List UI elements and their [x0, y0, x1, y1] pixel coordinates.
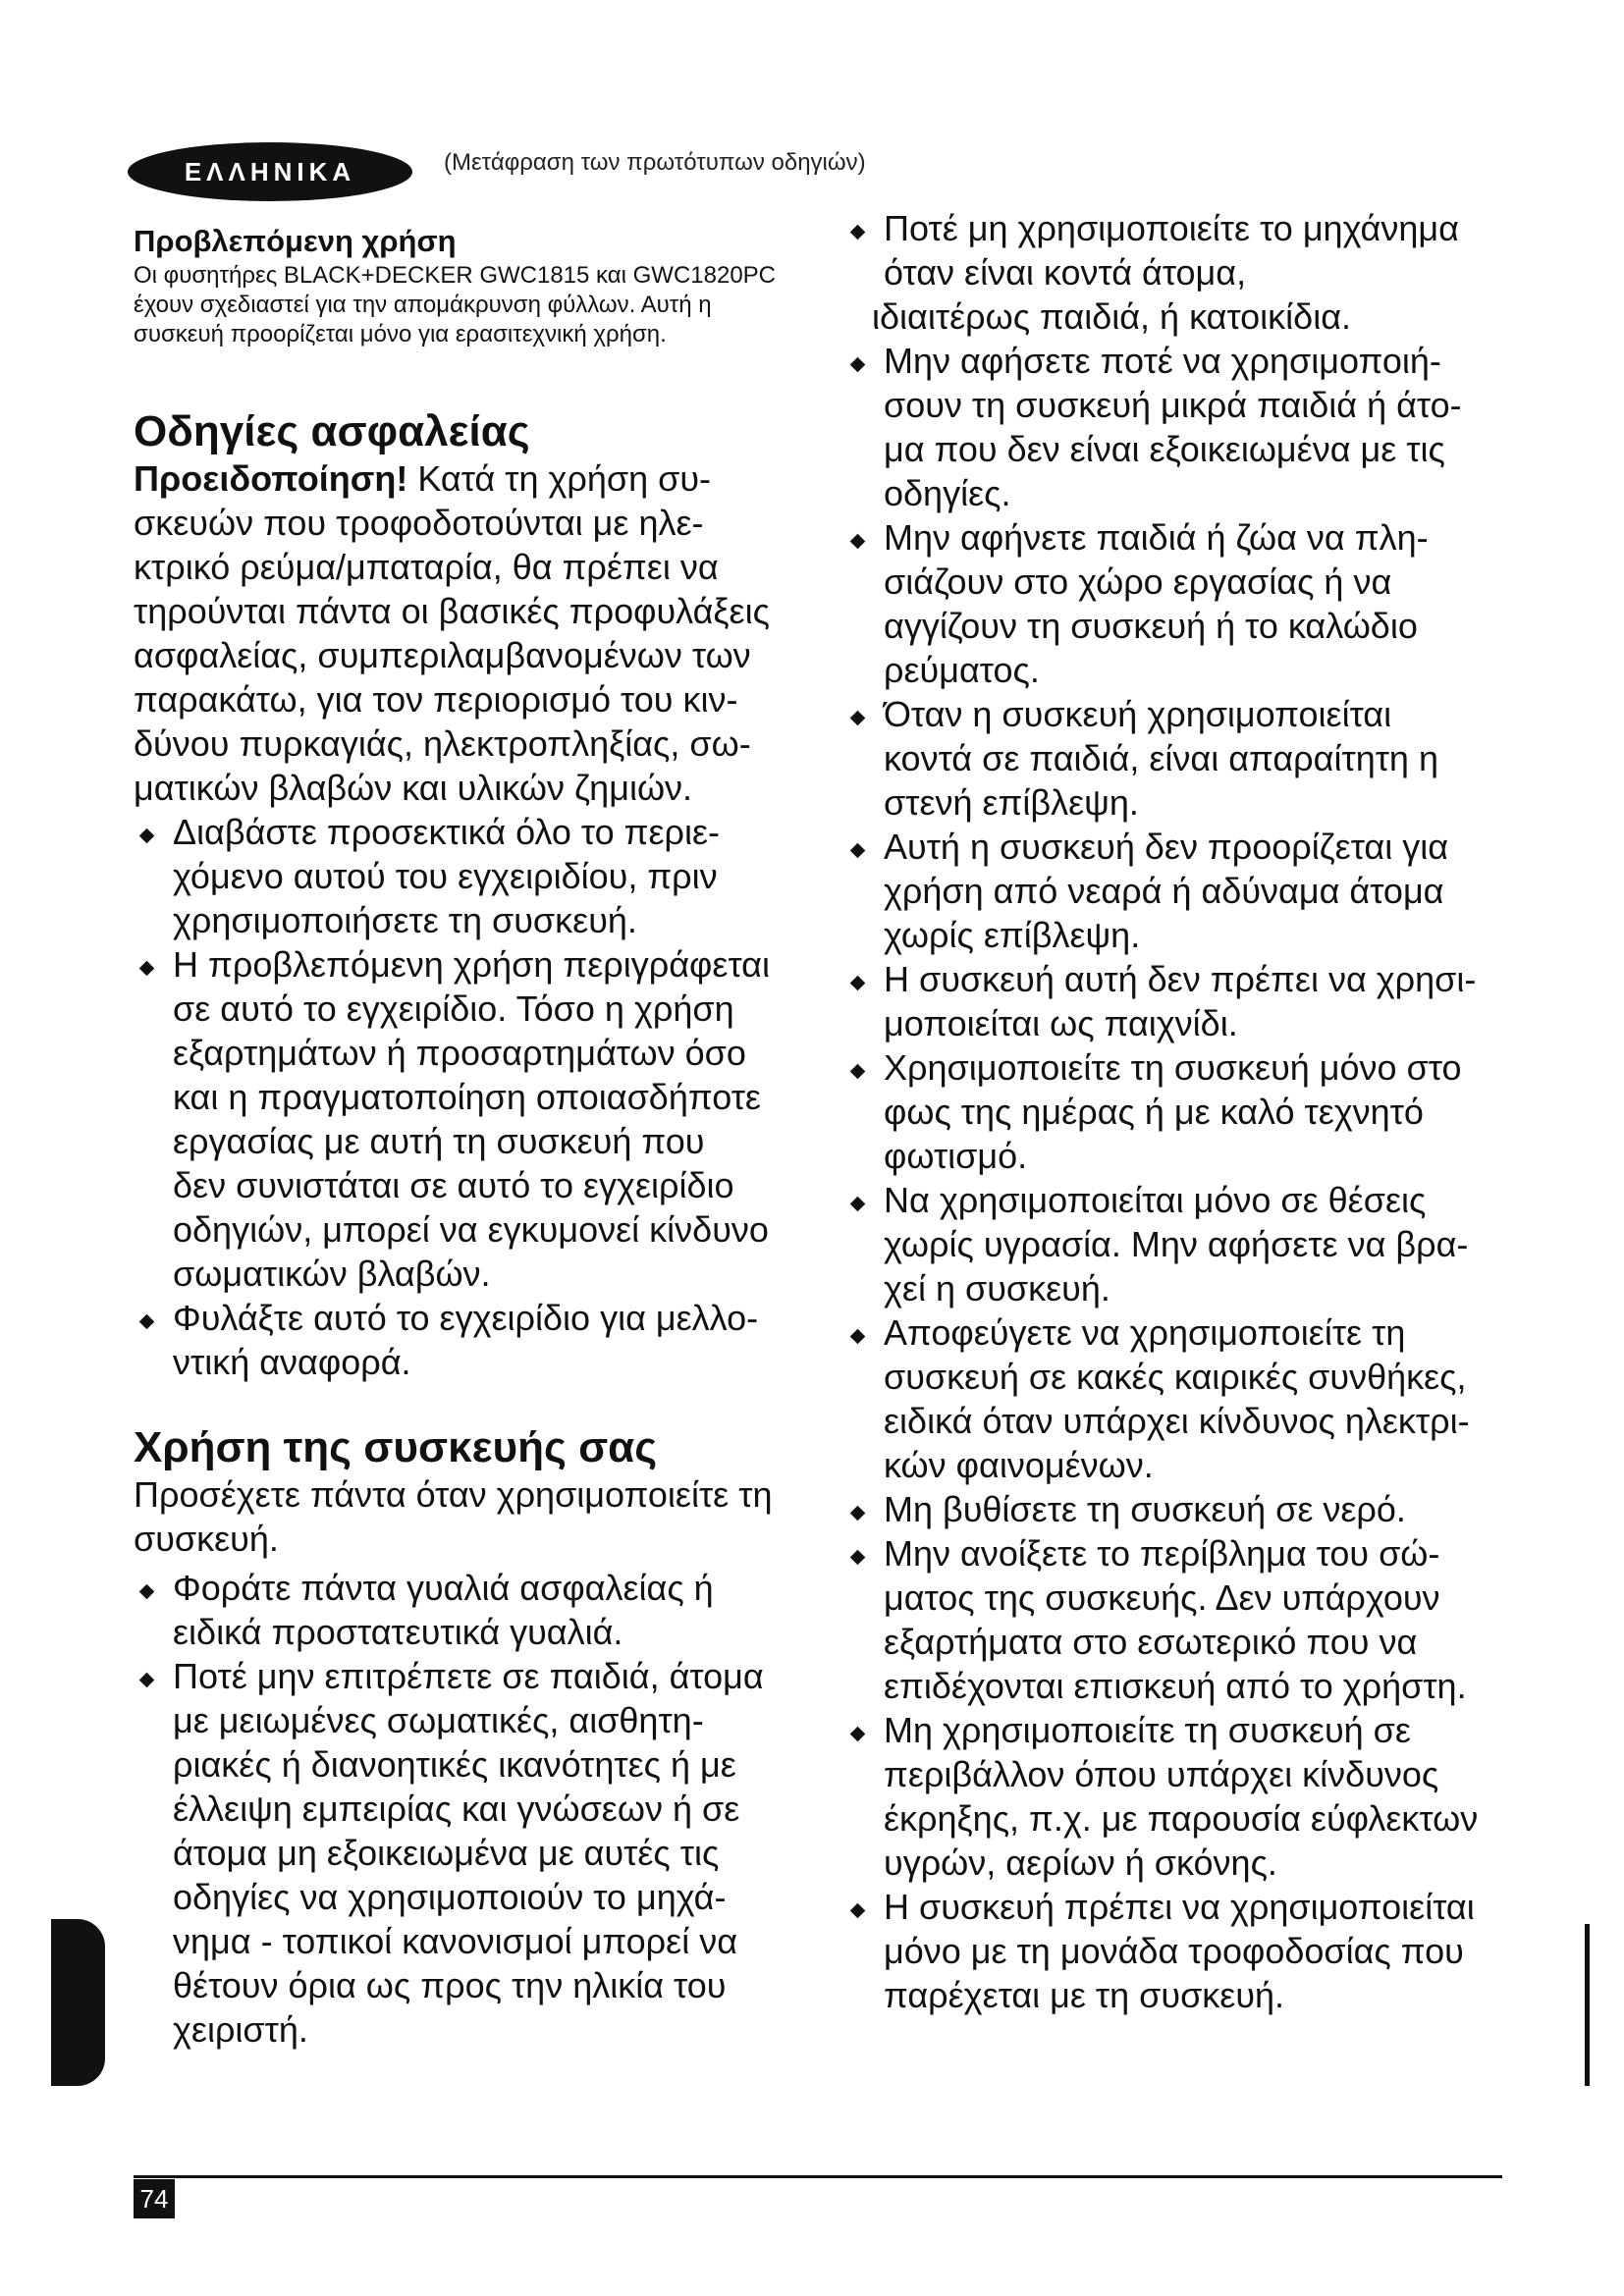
text-line: Αυτή η συσκευή δεν προορίζεται για	[884, 827, 1449, 867]
text-line: Φυλάξτε αυτό το εγχειρίδιο για μελλο-	[173, 1298, 759, 1338]
list-item	[844, 515, 1478, 692]
bullet-diamond-icon	[850, 1903, 866, 1919]
bullet-diamond-icon	[139, 1673, 155, 1688]
text-line: δεν συνιστάται σε αυτό το εγχειρίδιο	[173, 1165, 734, 1205]
bullet-diamond-icon	[139, 828, 155, 844]
text-line: Ποτέ μη χρησιμοποιείτε το μηχάνημα	[884, 208, 1459, 248]
text-line: ασφαλείας, συμπεριλαμβανομένων των	[134, 635, 751, 675]
list-item	[844, 1178, 1478, 1310]
safety-warning	[134, 456, 770, 810]
text-line: Διαβάστε προσεκτικά όλο το περιε-	[173, 812, 721, 852]
intended-use-text	[134, 261, 776, 349]
list-item	[844, 1708, 1478, 1885]
bullet-diamond-icon	[139, 1584, 155, 1600]
text-line: μα που δεν είναι εξοικειωμένα με τις	[884, 429, 1445, 469]
list-item	[844, 1531, 1478, 1708]
bullet-diamond-icon	[850, 225, 866, 240]
text-line: όταν είναι κοντά άτομα,	[884, 252, 1247, 293]
text-line: μόνο με τη μονάδα τροφοδοσίας που	[884, 1931, 1464, 1971]
list-item	[134, 1296, 770, 1384]
warning-label: Προειδοποίηση!	[134, 458, 408, 499]
text-line: Ποτέ μην επιτρέπετε σε παιδιά, άτομα	[173, 1656, 764, 1696]
bullet-diamond-icon	[850, 534, 866, 550]
text-line: εξαρτήματα στο εσωτερικό που να	[884, 1622, 1418, 1662]
text-line: αγγίζουν τη συσκευή ή το καλώδιο	[884, 606, 1418, 646]
text-line: κτρικό ρεύμα/μπαταρία, θα πρέπει να	[134, 547, 719, 587]
language-badge: ΕΛΛΗΝΙΚΑ	[128, 142, 412, 201]
usage-bullets	[134, 1566, 764, 2052]
bullet-diamond-icon	[139, 961, 155, 977]
text-line: στενή επίβλεψη.	[884, 782, 1139, 823]
list-item	[844, 339, 1478, 515]
text-line: Η συσκευή αυτή δεν πρέπει να χρησι-	[884, 959, 1477, 999]
bullet-diamond-icon	[139, 1314, 155, 1330]
footer-divider	[134, 2175, 1502, 2178]
text-line: χεί η συσκευή.	[884, 1268, 1110, 1308]
list-item	[844, 692, 1478, 825]
text-line: Να χρησιμοποιείται μόνο σε θέσεις	[884, 1180, 1427, 1220]
text-line: χρησιμοποιήσετε τη συσκευή.	[173, 900, 637, 940]
text-line: Φοράτε πάντα γυαλιά ασφαλείας ή	[173, 1568, 714, 1608]
text-line: έλλειψη εμπειρίας και γνώσεων ή σε	[173, 1789, 740, 1829]
safety-bullets	[134, 810, 770, 1384]
text-line: κοντά σε παιδιά, είναι απαραίτητη η	[884, 738, 1438, 778]
section-tab-marker	[51, 1919, 105, 2086]
bullet-diamond-icon	[850, 357, 866, 373]
text-line: επιδέχονται επισκευή από το χρήστη.	[884, 1666, 1467, 1706]
text-line: χειριστή.	[173, 2009, 308, 2050]
text-line: χωρίς επίβλεψη.	[884, 915, 1141, 955]
page-number: 74	[134, 2179, 175, 2218]
text-line: φως της ημέρας ή με καλό τεχνητό	[884, 1092, 1424, 1132]
text-line: Μην αφήσετε ποτέ να χρησιμοποιή-	[884, 341, 1441, 381]
text-line: θέτουν όρια ως προς την ηλικία του	[173, 1965, 727, 2005]
text-line: χρήση από νεαρά ή αδύναμα άτομα	[884, 871, 1444, 911]
text-line: έχουν σχεδιαστεί για την απομάκρυνση φύλλων. Αυτή η	[134, 292, 712, 318]
text-line: Μη βυθίσετε τη συσκευή σε νερό.	[884, 1489, 1406, 1529]
intended-use-title: Προβλεπόμενη χρήση	[134, 224, 457, 258]
text-line: οδηγιών, μπορεί να εγκυμονεί κίνδυνο	[173, 1209, 769, 1250]
list-item	[134, 1654, 764, 2052]
text-line: οδηγίες να χρησιμοποιούν το μηχά-	[173, 1877, 727, 1917]
text-line: σιάζουν στο χώρο εργασίας ή να	[884, 561, 1392, 602]
list-item	[844, 1045, 1478, 1178]
list-item	[844, 957, 1478, 1045]
text-line: με μειωμένες σωματικές, αισθητη-	[173, 1700, 704, 1740]
text-line: νημα - τοπικοί κανονισμοί μπορεί να	[173, 1921, 738, 1961]
text-line: συσκευή προορίζεται μόνο για ερασιτεχνική χρήση.	[134, 321, 667, 347]
text-line: παρέχεται με τη συσκευή.	[884, 1975, 1285, 2015]
text-line: τηρούνται πάντα οι βασικές προφυλάξεις	[134, 591, 770, 631]
text-line: σουν τη συσκευή μικρά παιδιά ή άτο-	[884, 385, 1462, 425]
text-line: μοποιείται ως παιχνίδι.	[884, 1003, 1238, 1043]
text-line: κών φαινομένων.	[884, 1445, 1154, 1485]
text-line: Όταν η συσκευή χρησιμοποιείται	[884, 694, 1392, 734]
text-line: ματικών βλαβών και υλικών ζημιών.	[134, 768, 693, 808]
usage-title: Χρήση της συσκευής σας	[134, 1423, 658, 1471]
text-line: Η συσκευή πρέπει να χρησιμοποιείται	[884, 1887, 1475, 1927]
text-line: υγρών, αερίων ή σκόνης.	[884, 1842, 1277, 1883]
list-item	[844, 1487, 1478, 1531]
text-line: ρεύματος.	[884, 650, 1040, 690]
text-line: ντική αναφορά.	[173, 1342, 411, 1382]
text-line: Μη χρησιμοποιείτε τη συσκευή σε	[884, 1710, 1411, 1750]
bullet-diamond-icon	[850, 843, 866, 859]
text-line: οδηγίες.	[884, 473, 1011, 513]
text-line: Προσέχετε πάντα όταν χρησιμοποιείτε τη	[134, 1474, 773, 1515]
text-line: χωρίς υγρασία. Μην αφήσετε να βρα-	[884, 1224, 1469, 1264]
bullet-diamond-icon	[850, 976, 866, 991]
list-item	[844, 206, 1478, 339]
list-item	[844, 825, 1478, 957]
bullet-diamond-icon	[850, 1064, 866, 1080]
bullet-diamond-icon	[850, 1197, 866, 1212]
margin-bar	[1585, 1924, 1590, 2086]
list-item	[844, 1885, 1478, 2017]
text-line: άτομα μη εξοικειωμένα με αυτές τις	[173, 1833, 720, 1873]
text-line: παρακάτω, για τον περιορισμό του κιν-	[134, 679, 738, 720]
text-line: ματος της συσκευής. Δεν υπάρχουν	[884, 1577, 1440, 1618]
usage-intro	[134, 1472, 772, 1561]
bullet-diamond-icon	[850, 1506, 866, 1522]
text-line: εξαρτημάτων ή προσαρτημάτων όσο	[173, 1033, 746, 1073]
text-line: έκρηξης, π.χ. με παρουσία εύφλεκτων	[884, 1798, 1479, 1839]
text-line: ειδικά όταν υπάρχει κίνδυνος ηλεκτρι-	[884, 1401, 1470, 1441]
text-line: συσκευή.	[134, 1519, 279, 1559]
safety-title: Οδηγίες ασφαλείας	[134, 407, 530, 455]
bullet-diamond-icon	[850, 1550, 866, 1566]
list-item	[134, 942, 770, 1296]
translation-note: (Μετάφραση των πρωτότυπων οδηγιών)	[444, 149, 866, 176]
text-line: δύνου πυρκαγιάς, ηλεκτροπληξίας, σω-	[134, 723, 751, 764]
text-line: σε αυτό το εγχειρίδιο. Τόσο η χρήση	[173, 988, 734, 1029]
bullet-diamond-icon	[850, 1727, 866, 1742]
text-line	[134, 456, 770, 501]
safety-bullets-continued	[844, 206, 1478, 2017]
bullet-diamond-icon	[850, 1329, 866, 1345]
list-item	[134, 810, 770, 942]
list-item	[844, 1310, 1478, 1487]
text-line: Μην ανοίξετε το περίβλημα του σώ-	[884, 1533, 1440, 1574]
text-line: φωτισμό.	[884, 1136, 1028, 1176]
text-line: συσκευή σε κακές καιρικές συνθήκες,	[884, 1357, 1467, 1397]
text-line: χόμενο αυτού του εγχειριδίου, πριν	[173, 856, 718, 896]
text-line: Χρησιμοποιείτε τη συσκευή μόνο στο	[884, 1047, 1462, 1088]
text-line: ειδικά προστατευτικά γυαλιά.	[173, 1612, 623, 1652]
text-line: Αποφεύγετε να χρησιμοποιείτε τη	[884, 1312, 1406, 1353]
warning-text: Κατά τη χρήση συ-	[407, 458, 712, 499]
text-line: και η πραγματοποίηση οποιασδήποτε	[173, 1077, 761, 1117]
text-line: σωματικών βλαβών.	[173, 1254, 491, 1294]
text-line: εργασίας με αυτή τη συσκευή που	[173, 1121, 705, 1161]
list-item	[134, 1566, 764, 1654]
text-line: Μην αφήνετε παιδιά ή ζώα να πλη-	[884, 517, 1429, 558]
text-line: σκευών που τροφοδοτούνται με ηλε-	[134, 503, 704, 543]
text-line: Οι φυσητήρες BLACK+DECKER GWC1815 και GWC1820PC	[134, 262, 777, 289]
text-line: ριακές ή διανοητικές ικανότητες ή με	[173, 1744, 736, 1785]
text-line: Η προβλεπόμενη χρήση περιγράφεται	[173, 944, 770, 985]
bullet-diamond-icon	[850, 711, 866, 726]
text-line: ιδιαιτέρως παιδιά, ή κατοικίδια.	[872, 296, 1352, 337]
text-line: περιβάλλον όπου υπάρχει κίνδυνος	[884, 1754, 1439, 1794]
